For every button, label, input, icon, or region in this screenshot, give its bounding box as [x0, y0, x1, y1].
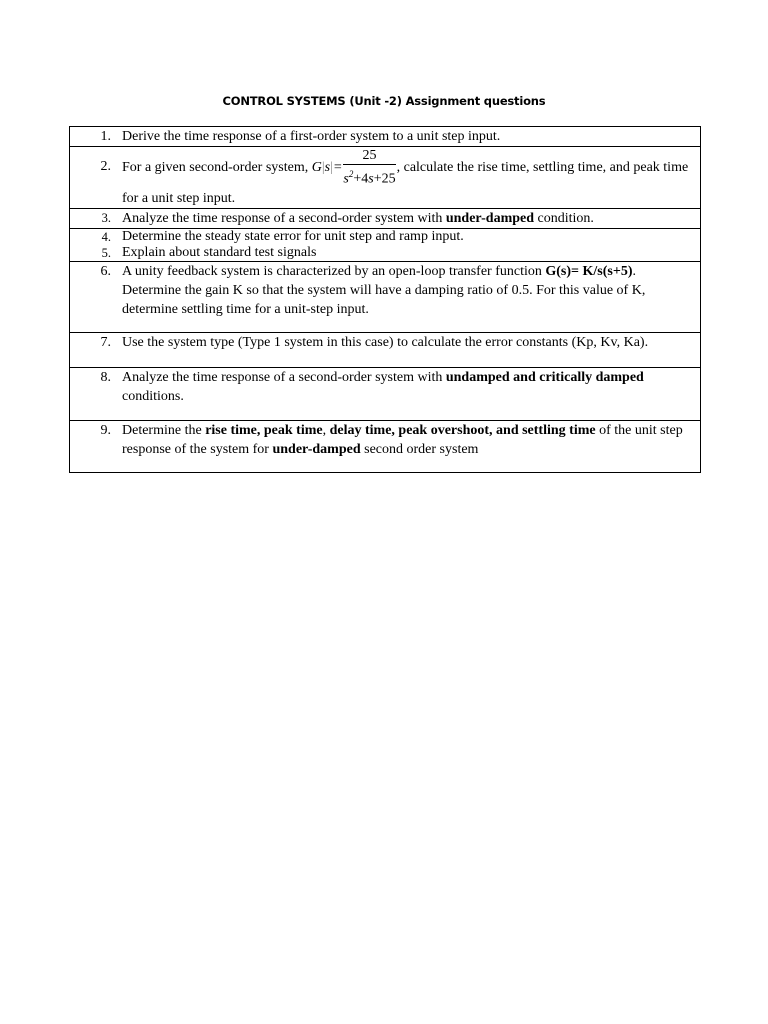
question-number: 3.: [101, 210, 111, 225]
table-row: [70, 228, 701, 261]
page-title: CONTROL SYSTEMS (Unit -2) Assignment questions: [222, 94, 546, 108]
question-text: Derive the time response of a first-order system to a unit step input.: [122, 129, 501, 144]
question-number: 4.: [101, 229, 111, 244]
question-number: 6.: [100, 263, 111, 279]
table-row: [70, 420, 701, 472]
question-text: Determine the steady state error for unit step and ramp input.: [122, 228, 464, 244]
question-text: Analyze the time response of a second-order system with under-damped condition.: [122, 210, 594, 226]
question-text: Explain about standard test signals: [122, 244, 317, 260]
question-text: Analyze the time response of a second-order system with undamped and critically damped conditions.: [122, 369, 644, 404]
table-row: [70, 147, 701, 209]
question-number: 5.: [101, 245, 111, 260]
question-text: For a given second-order system, G|s|= $\frac{25}{s^2+4s+25}$ , calculate the rise time, settling time, and peak time for a unit step input.: [122, 148, 689, 206]
question-text: A unity feedback system is characterized by an open-loop transfer function G(s)= K/s(s+5). Determine the gain K so that the system will have a damping ratio of 0.5. For this value of K, determine settling time for a unit-step input.: [122, 263, 646, 317]
question-text: Use the system type (Type 1 system in this case) to calculate the error constants (Kp, Kv, Ka).: [122, 334, 649, 350]
question-number: 1.: [100, 129, 111, 144]
table-row: [70, 261, 701, 332]
question-number: 7.: [100, 334, 111, 350]
question-number: 8.: [100, 369, 111, 385]
question-text: Determine the rise time, peak time, delay time, peak overshoot, and settling time of the unit step response of the system for under-damped second order system: [122, 422, 683, 457]
table-row: [70, 127, 701, 147]
table-row: [70, 332, 701, 367]
question-number: 2.: [100, 159, 111, 174]
question-number: 9.: [100, 422, 111, 438]
equation: G|s|= $\frac{25}{s^2+4s+25}$: [311, 148, 396, 187]
table-row: [70, 367, 701, 420]
table-row: [70, 208, 701, 228]
questions-table: [69, 126, 701, 473]
